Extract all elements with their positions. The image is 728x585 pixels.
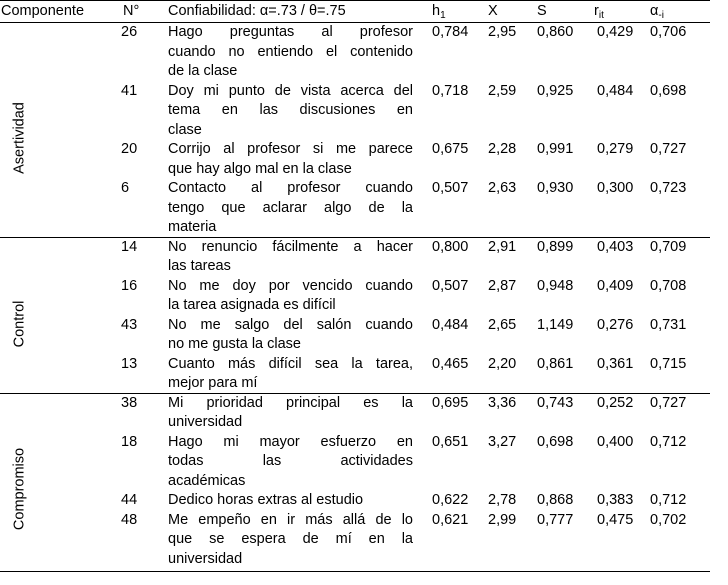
cell-s: 0,899 — [537, 238, 574, 255]
cell-statement — [168, 140, 413, 179]
header-rit-base: r — [594, 3, 599, 19]
header-alpha-base: α — [650, 3, 659, 19]
section-label: Compromiso — [11, 448, 28, 531]
cell-h1: 0,651 — [432, 433, 469, 450]
table-bottom-rule — [0, 571, 710, 572]
cell-rit: 0,475 — [597, 511, 634, 528]
cell-s: 0,991 — [537, 141, 574, 157]
cell-x: 2,20 — [488, 355, 517, 372]
cell-rit: 0,403 — [597, 238, 634, 255]
cell-item-number: 43 — [121, 316, 138, 333]
statement-line: Me empeño en ir más allá de lo — [168, 511, 413, 528]
cell-alpha: 0,698 — [650, 82, 687, 99]
statement-line: Cuanto más difícil sea la tarea, — [168, 355, 413, 372]
statement-line: materia — [168, 219, 217, 235]
cell-h1: 0,621 — [432, 511, 469, 528]
section-label: Asertividad — [11, 102, 28, 175]
cell-alpha: 0,702 — [650, 511, 687, 528]
statement-line: todas las actividades — [168, 453, 413, 469]
cell-h1: 0,622 — [432, 492, 469, 508]
cell-alpha: 0,706 — [650, 24, 687, 40]
header-x: X — [488, 3, 498, 19]
cell-rit: 0,400 — [597, 433, 634, 450]
cell-x: 2,28 — [488, 141, 517, 157]
statement-line: clase — [168, 121, 202, 138]
statement-line: Dedico horas extras al estudio — [168, 492, 364, 508]
cell-statement — [168, 179, 413, 238]
statement-line: académicas — [168, 472, 246, 489]
cell-x: 3,27 — [488, 433, 517, 450]
cell-rit: 0,276 — [597, 316, 634, 333]
header-h1 — [432, 2, 446, 22]
cell-statement — [168, 277, 413, 316]
cell-s: 0,868 — [537, 492, 574, 508]
statement-line: Hago mi mayor esfuerzo en — [168, 433, 413, 450]
cell-alpha: 0,731 — [650, 316, 687, 333]
cell-item-number: 6 — [121, 180, 130, 196]
cell-item-number: 44 — [121, 492, 138, 508]
header-rit-sub: it — [598, 10, 604, 21]
cell-item-number: 38 — [121, 394, 138, 411]
statement-line: Contacto al profesor cuando — [168, 180, 413, 196]
cell-alpha: 0,715 — [650, 355, 687, 372]
statement-line: de la clase — [168, 63, 238, 79]
cell-rit: 0,279 — [597, 141, 634, 157]
cell-h1: 0,800 — [432, 238, 469, 255]
statement-line: No me salgo del salón cuando — [168, 316, 413, 333]
cell-x: 2,59 — [488, 82, 517, 99]
cell-alpha: 0,712 — [650, 492, 687, 508]
cell-rit: 0,409 — [597, 277, 634, 294]
statement-line: Corrijo al profesor si me parece — [168, 141, 413, 157]
statement-line: No renuncio fácilmente a hacer — [168, 238, 413, 255]
statement-line: universidad — [168, 550, 243, 567]
statement-line: la tarea asignada es difícil — [168, 297, 336, 313]
cell-x: 2,87 — [488, 277, 517, 294]
cell-statement — [168, 316, 413, 355]
cell-item-number: 48 — [121, 511, 138, 528]
header-s: S — [537, 3, 547, 19]
cell-h1: 0,784 — [432, 24, 469, 40]
cell-h1: 0,465 — [432, 355, 469, 372]
statement-line: Mi prioridad principal es la — [168, 394, 413, 411]
cell-rit: 0,252 — [597, 394, 634, 411]
cell-h1: 0,675 — [432, 141, 469, 157]
statement-line: no me gusta la clase — [168, 336, 301, 352]
cell-x: 2,91 — [488, 238, 517, 255]
cell-h1: 0,484 — [432, 316, 469, 333]
cell-statement — [168, 23, 413, 82]
cell-h1: 0,507 — [432, 180, 469, 196]
statement-line: que hay algo mal en la clase — [168, 160, 352, 177]
cell-s: 0,777 — [537, 511, 574, 528]
statement-line: mejor para mí — [168, 375, 258, 391]
cell-s: 0,860 — [537, 24, 574, 40]
cell-x: 2,78 — [488, 492, 517, 508]
statement-line: universidad — [168, 414, 243, 430]
header-h1-base: h — [432, 3, 441, 19]
cell-statement — [168, 491, 413, 511]
cell-alpha: 0,708 — [650, 277, 687, 294]
cell-item-number: 18 — [121, 433, 138, 450]
cell-statement — [168, 394, 413, 433]
cell-statement — [168, 433, 413, 492]
cell-alpha: 0,723 — [650, 180, 687, 196]
cell-h1: 0,507 — [432, 277, 469, 294]
cell-alpha: 0,712 — [650, 433, 687, 450]
cell-item-number: 14 — [121, 238, 138, 255]
header-h1-sub: 1 — [440, 10, 446, 21]
cell-alpha: 0,727 — [650, 394, 687, 411]
cell-h1: 0,695 — [432, 394, 469, 411]
cell-rit: 0,383 — [597, 492, 634, 508]
statement-line: las tareas — [168, 258, 231, 274]
header-numero: N° — [123, 3, 140, 19]
cell-rit: 0,361 — [597, 355, 634, 372]
statement-line: No me doy por vencido cuando — [168, 277, 413, 294]
cell-alpha: 0,727 — [650, 141, 687, 157]
cell-statement — [168, 355, 413, 394]
cell-s: 1,149 — [537, 316, 574, 333]
cell-s: 0,948 — [537, 277, 574, 294]
cell-x: 2,95 — [488, 24, 517, 40]
cell-s: 0,743 — [537, 394, 574, 411]
cell-alpha: 0,709 — [650, 238, 687, 255]
header-confiabilidad: Confiabilidad: α=.73 / θ=.75 — [168, 3, 346, 19]
header-componente: Componente — [1, 3, 85, 19]
cell-x: 2,65 — [488, 316, 517, 333]
cell-x: 2,99 — [488, 511, 517, 528]
cell-h1: 0,718 — [432, 82, 469, 99]
cell-statement — [168, 238, 413, 277]
header-rit — [594, 2, 604, 22]
cell-s: 0,930 — [537, 180, 574, 196]
cell-x: 3,36 — [488, 394, 517, 411]
statement-line: tema en las discusiones en — [168, 102, 413, 118]
header-alpha — [650, 2, 664, 22]
cell-rit: 0,484 — [597, 82, 634, 99]
cell-item-number: 20 — [121, 141, 138, 157]
cell-s: 0,698 — [537, 433, 574, 450]
cell-rit: 0,429 — [597, 24, 634, 40]
cell-s: 0,861 — [537, 355, 574, 372]
cell-statement — [168, 82, 413, 141]
statement-line: Hago preguntas al profesor — [168, 24, 413, 40]
cell-statement — [168, 511, 413, 570]
cell-item-number: 41 — [121, 82, 138, 99]
section-label: Control — [11, 300, 28, 347]
cell-x: 2,63 — [488, 180, 517, 196]
table-top-rule — [0, 0, 710, 1]
statement-line: tengo que aclarar algo de la — [168, 199, 413, 216]
cell-s: 0,925 — [537, 82, 574, 99]
statement-line: cuando no entiendo el contenido — [168, 43, 413, 60]
cell-item-number: 13 — [121, 355, 138, 372]
cell-item-number: 26 — [121, 24, 138, 40]
statement-line: Doy mi punto de vista acerca del — [168, 82, 413, 99]
cell-item-number: 16 — [121, 277, 138, 294]
cell-rit: 0,300 — [597, 180, 634, 196]
statement-line: que se espera de mí en la — [168, 531, 413, 547]
header-alpha-sub: -i — [658, 10, 664, 21]
